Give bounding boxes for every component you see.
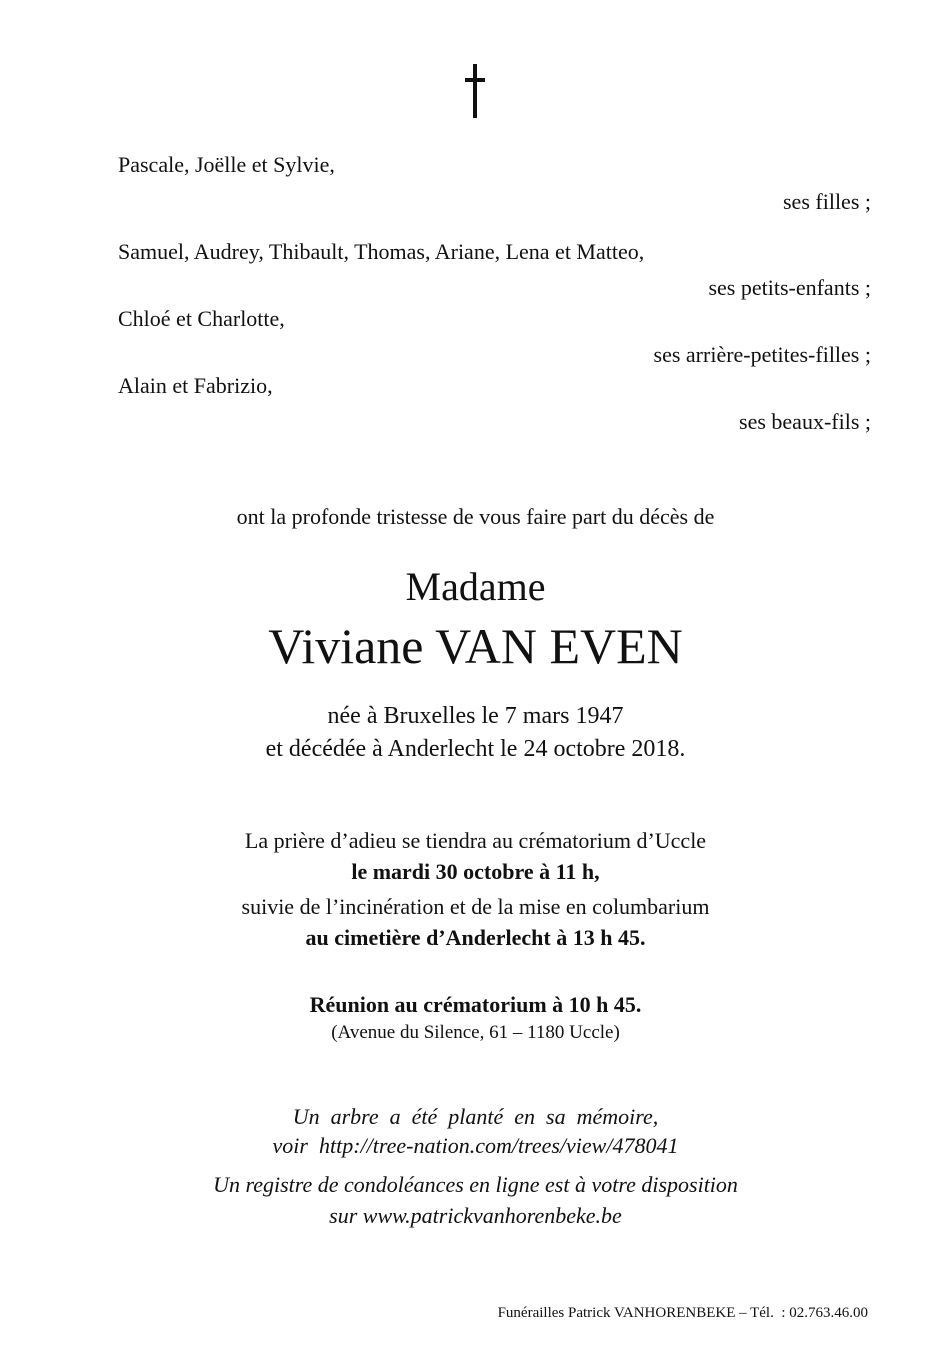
footer-funeral-home: Funérailles Patrick VANHORENBEKE – Tél. : 02.763.46.00 — [497, 1305, 868, 1321]
family-names-grandchildren: Samuel, Audrey, Thibault, Thomas, Ariane, Lena et Matteo, — [118, 239, 645, 264]
service-line-2: le mardi 30 octobre à 11 h, — [351, 859, 600, 884]
service-line-4: au cimetière d’Anderlecht à 13 h 45. — [305, 925, 646, 950]
service-line-3: suivie de l’incinération et de la mise en columbarium — [241, 894, 710, 919]
deceased-title: Madame — [405, 564, 546, 609]
death-line: et décédée à Anderlecht le 24 octobre 2018. — [265, 736, 686, 762]
service-line-1: La prière d’adieu se tiendra au crématorium d’Uccle — [244, 828, 707, 853]
birth-line: née à Bruxelles le 7 mars 1947 — [327, 703, 624, 729]
announcement-text: ont la profonde tristesse de vous faire part du décès de — [236, 504, 715, 529]
registry-line-1: Un registre de condoléances en ligne est à votre disposition — [213, 1172, 738, 1197]
deceased-name: Viviane VAN EVEN — [268, 618, 683, 674]
registry-line-2: sur www.patrickvanhorenbeke.be — [329, 1203, 622, 1228]
family-relation-daughters: ses filles ; — [783, 189, 871, 214]
family-relation-grandchildren: ses petits-enfants ; — [708, 275, 871, 300]
cross-icon — [465, 64, 485, 118]
family-names-daughters: Pascale, Joëlle et Sylvie, — [118, 152, 335, 177]
family-names-great-granddaughters: Chloé et Charlotte, — [118, 306, 285, 331]
tree-line-2: voir http://tree-nation.com/trees/view/478041 — [272, 1133, 679, 1158]
family-names-sons-in-law: Alain et Fabrizio, — [118, 373, 273, 398]
meeting-address: (Avenue du Silence, 61 – 1180 Uccle) — [331, 1022, 620, 1043]
meeting-line: Réunion au crématorium à 10 h 45. — [309, 992, 642, 1017]
tree-line-1: Un arbre a été planté en sa mémoire, — [292, 1104, 659, 1129]
family-relation-great-granddaughters: ses arrière-petites-filles ; — [653, 342, 871, 367]
family-relation-sons-in-law: ses beaux-fils ; — [739, 409, 871, 434]
